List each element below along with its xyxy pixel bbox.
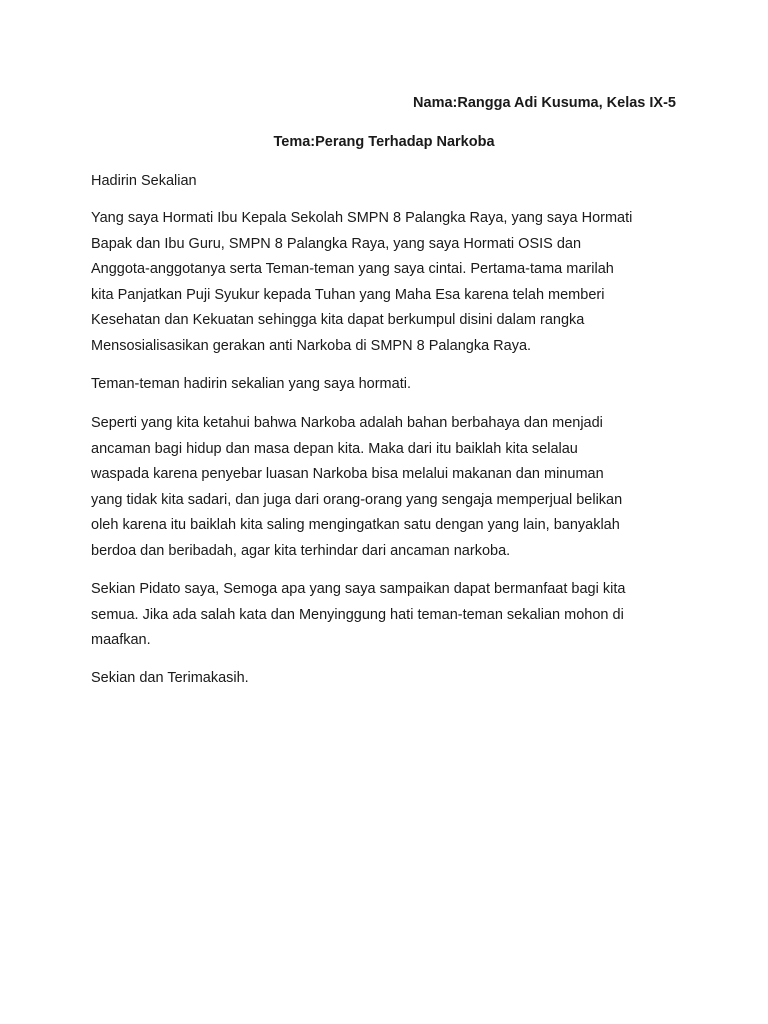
paragraph-line: Yang saya Hormati Ibu Kepala Sekolah SMPN 8 Palangka Raya, yang saya Hormati bbox=[91, 210, 633, 226]
paragraph-line: Mensosialisasikan gerakan anti Narkoba di SMPN 8 Palangka Raya. bbox=[91, 337, 532, 354]
paragraph-line: yang tidak kita sadari, dan juga dari orang-orang yang sengaja memperjual belikan bbox=[91, 491, 623, 508]
paragraph-line: oleh karena itu baiklah kita saling mengingatkan satu dengan yang lain, banyaklah bbox=[91, 517, 620, 534]
paragraph-opening bbox=[91, 206, 691, 360]
paragraph-body bbox=[91, 411, 691, 565]
greeting: Hadirin Sekalian bbox=[91, 173, 197, 189]
paragraph-address bbox=[91, 372, 691, 398]
paragraph-line: Kesehatan dan Kekuatan sehingga kita dapat berkumpul disini dalam rangka bbox=[91, 312, 585, 329]
paragraph-line: Teman-teman hadirin sekalian yang saya hormati. bbox=[91, 376, 411, 392]
paragraph-line: Bapak dan Ibu Guru, SMPN 8 Palangka Raya, yang saya Hormati OSIS dan bbox=[91, 235, 582, 252]
paragraph-line: ancaman bagi hidup dan masa depan kita. Maka dari itu baiklah kita selalau bbox=[91, 440, 578, 457]
paragraph-line: semua. Jika ada salah kata dan Menyinggung hati teman-teman sekalian mohon di bbox=[91, 606, 624, 623]
paragraph-line: Seperti yang kita ketahui bahwa Narkoba adalah bahan berbahaya dan menjadi bbox=[91, 415, 603, 431]
paragraph-line: Anggota-anggotanya serta Teman-teman yang saya cintai. Pertama-tama marilah bbox=[91, 261, 614, 278]
paragraph-line: maafkan. bbox=[91, 632, 151, 649]
paragraph-closing-remarks bbox=[91, 577, 691, 654]
paragraph-line: berdoa dan beribadah, agar kita terhindar dari ancaman narkoba. bbox=[91, 542, 511, 559]
paragraph-line: kita Panjatkan Puji Syukur kepada Tuhan yang Maha Esa karena telah memberi bbox=[91, 286, 605, 303]
student-name-class: Nama:Rangga Adi Kusuma, Kelas IX-5 bbox=[413, 95, 676, 111]
paragraph-line: waspada karena penyebar luasan Narkoba bisa melalui makanan dan minuman bbox=[91, 466, 604, 483]
speech-theme: Tema:Perang Terhadap Narkoba bbox=[273, 134, 495, 150]
paragraph-line: Sekian Pidato saya, Semoga apa yang saya sampaikan dapat bermanfaat bagi kita bbox=[91, 581, 626, 597]
closing-line: Sekian dan Terimakasih. bbox=[91, 670, 249, 686]
